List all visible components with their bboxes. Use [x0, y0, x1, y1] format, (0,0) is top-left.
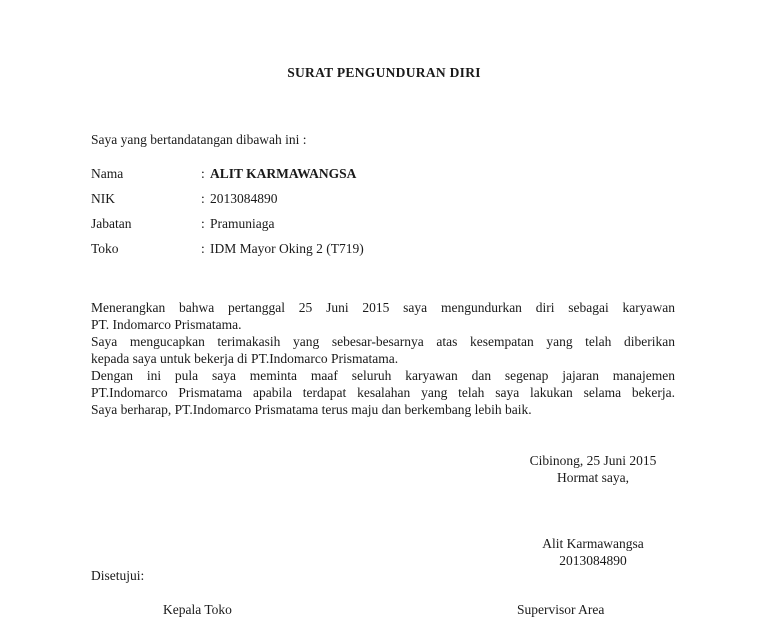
letter-body — [91, 299, 675, 418]
field-label-nik: NIK — [91, 191, 115, 206]
signature-header — [500, 452, 686, 486]
body-line: Menerangkan bahwa pertanggal 25 Juni 2015 saya mengundurkan diri sebagai karyawan — [91, 300, 675, 315]
field-value-nik: 2013084890 — [210, 191, 278, 206]
body-line: Dengan ini pula saya meminta maaf seluruh karyawan dan segenap jajaran manajemen — [91, 368, 675, 383]
approver-kepala-toko: Kepala Toko — [163, 602, 232, 617]
field-label-toko: Toko — [91, 241, 119, 256]
signer-block — [500, 535, 686, 569]
closing: Hormat saya, — [557, 470, 629, 485]
approved-label: Disetujui: — [91, 568, 145, 583]
signer-name: Alit Karmawangsa — [542, 536, 644, 551]
place-date: Cibinong, 25 Juni 2015 — [529, 453, 657, 468]
field-label-nama: Nama — [91, 166, 124, 181]
intro-text: Saya yang bertandatangan dibawah ini : — [91, 132, 307, 147]
field-label-jabatan: Jabatan — [91, 216, 132, 231]
field-colon: : — [201, 166, 205, 181]
letter-title: SURAT PENGUNDURAN DIRI — [287, 65, 481, 80]
field-colon: : — [201, 191, 205, 206]
field-value-jabatan: Pramuniaga — [210, 216, 275, 231]
body-line: Saya mengucapkan terimakasih yang sebesar-besarnya atas kesempatan yang telah diberikan — [91, 334, 675, 349]
field-colon: : — [201, 216, 205, 231]
field-value-nama: ALIT KARMAWANGSA — [210, 166, 357, 181]
body-line: PT. Indomarco Prismatama. — [91, 317, 242, 332]
body-line: kepada saya untuk bekerja di PT.Indomarco Prismatama. — [91, 351, 399, 366]
field-colon: : — [201, 241, 205, 256]
body-line: Saya berharap, PT.Indomarco Prismatama terus maju dan berkembang lebih baik. — [91, 402, 532, 417]
approver-supervisor-area: Supervisor Area — [517, 602, 605, 617]
field-value-toko: IDM Mayor Oking 2 (T719) — [210, 241, 364, 256]
signer-nik: 2013084890 — [559, 553, 627, 568]
body-line: PT.Indomarco Prismatama apabila terdapat kesalahan yang telah saya lakukan selama bekerja. — [91, 385, 675, 400]
